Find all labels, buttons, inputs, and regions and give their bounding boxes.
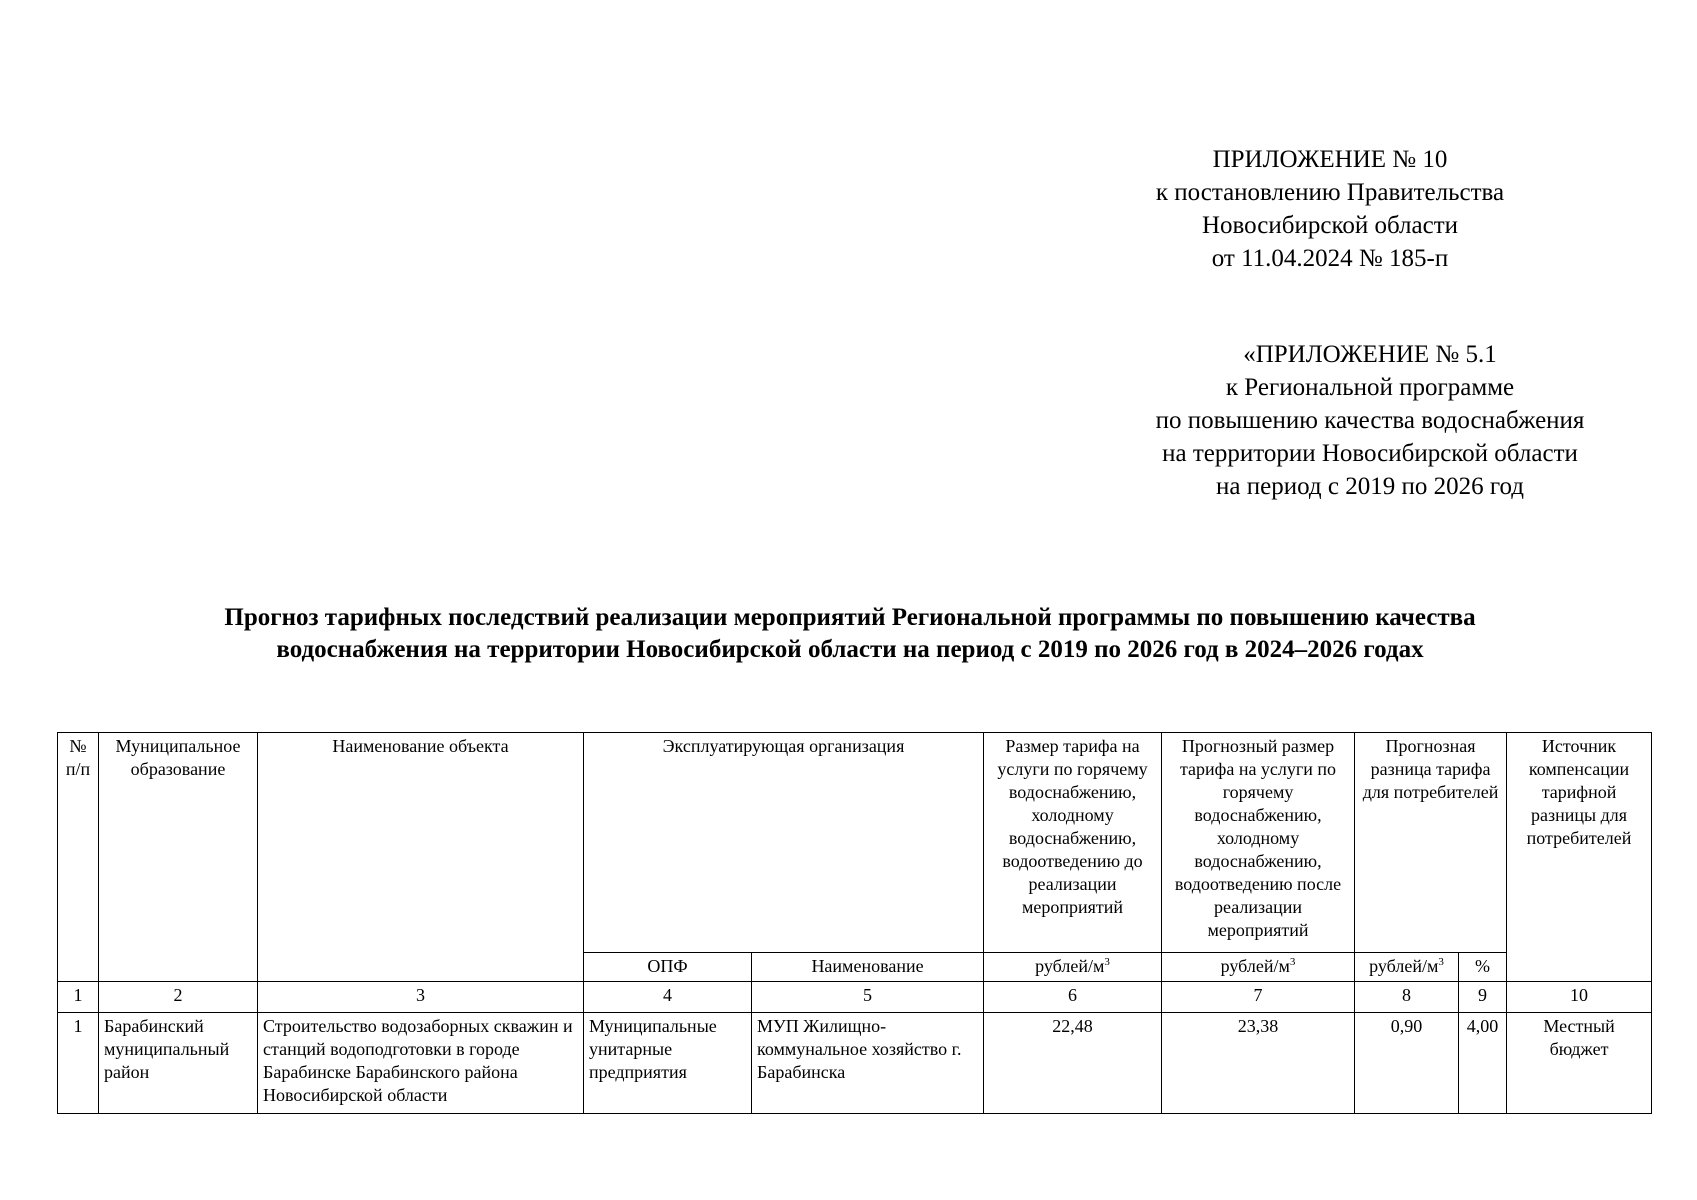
cell-diff-percent: 4,00: [1459, 1013, 1507, 1114]
column-number: 9: [1459, 982, 1507, 1013]
appendix-sub-line: по повышению качества водоснабжения: [1155, 407, 1585, 434]
column-number: 5: [752, 982, 984, 1013]
cell-tariff-after: 23,38: [1162, 1013, 1355, 1114]
header-compensation-source: Источник компенсации тарифной разницы для потребителей: [1507, 733, 1652, 982]
appendix-sub-line: на территории Новосибирской области: [1162, 440, 1578, 467]
header-tariff-before: Размер тарифа на услуги по горячему водоснабжению, холодному водоснабжению, водоотведению до реализации мероприятий: [984, 733, 1162, 953]
header-difference: Прогнозная разница тарифа для потребителей: [1355, 733, 1507, 953]
appendix-sub-line: на период с 2019 по 2026 год: [1216, 473, 1524, 500]
column-number: 4: [584, 982, 752, 1013]
column-number: 3: [258, 982, 584, 1013]
appendix-main-line: к постановлению Правительства: [1155, 179, 1505, 206]
column-number: 1: [58, 982, 99, 1013]
header-operator: Эксплуатирующая организация: [584, 733, 984, 953]
header-tariff-after: Прогнозный размер тарифа на услуги по горячему водоснабжению, холодному водоснабжению, водоотведению после реализации мероприятий: [1162, 733, 1355, 953]
column-number: 7: [1162, 982, 1355, 1013]
header-operator-opf: ОПФ: [584, 953, 752, 982]
header-num: № п/п: [58, 733, 99, 982]
appendix-sub-line: к Региональной программе: [1225, 374, 1515, 401]
document-title-line: водоснабжения на территории Новосибирской области на период с 2019 по 2026 год в 2024–2026 годах: [276, 636, 1424, 663]
cell-source: Местный бюджет: [1507, 1013, 1652, 1114]
cell-municipality: Барабинский муниципальный район: [99, 1013, 258, 1114]
cell-num: 1: [58, 1013, 99, 1114]
document-title: [60, 602, 1640, 666]
header-operator-name: Наименование: [752, 953, 984, 982]
appendix-sub-line: «ПРИЛОЖЕНИЕ № 5.1: [1243, 341, 1497, 368]
table-row: [58, 1013, 1652, 1114]
column-number: 6: [984, 982, 1162, 1013]
column-number: 10: [1507, 982, 1652, 1013]
cell-operator-name: МУП Жилищно-коммунальное хозяйство г. Барабинска: [752, 1013, 984, 1114]
appendix-header-sub: [1100, 338, 1640, 503]
column-number: 2: [99, 982, 258, 1013]
header-municipality: Муниципальное образование: [99, 733, 258, 982]
tariff-forecast-table: [57, 732, 1652, 1114]
table-header-row: [58, 733, 1652, 953]
cell-object-name: Строительство водозаборных скважин и станций водоподготовки в городе Барабинске Барабинского района Новосибирской области: [258, 1013, 584, 1114]
cell-tariff-before: 22,48: [984, 1013, 1162, 1114]
column-number: 8: [1355, 982, 1459, 1013]
header-unit-rub-m3: рублей/$м^3$: [1355, 953, 1459, 982]
header-unit-rub-m3: рублей/$м^3$: [1162, 953, 1355, 982]
appendix-main-line: Новосибирской области: [1201, 212, 1459, 239]
document-title-line: Прогноз тарифных последствий реализации мероприятий Региональной программы по повышению качества: [224, 604, 1476, 631]
cell-diff-rub: 0,90: [1355, 1013, 1459, 1114]
header-object-name: Наименование объекта: [258, 733, 584, 982]
cell-opf: Муниципальные унитарные предприятия: [584, 1013, 752, 1114]
header-unit-percent: %: [1459, 953, 1507, 982]
appendix-main-line: ПРИЛОЖЕНИЕ № 10: [1212, 146, 1448, 173]
appendix-main-line: от 11.04.2024 № 185-п: [1211, 245, 1449, 272]
appendix-header-main: [1150, 143, 1510, 275]
column-number-row: [58, 982, 1652, 1013]
header-unit-rub-m3: рублей/$м^3$: [984, 953, 1162, 982]
